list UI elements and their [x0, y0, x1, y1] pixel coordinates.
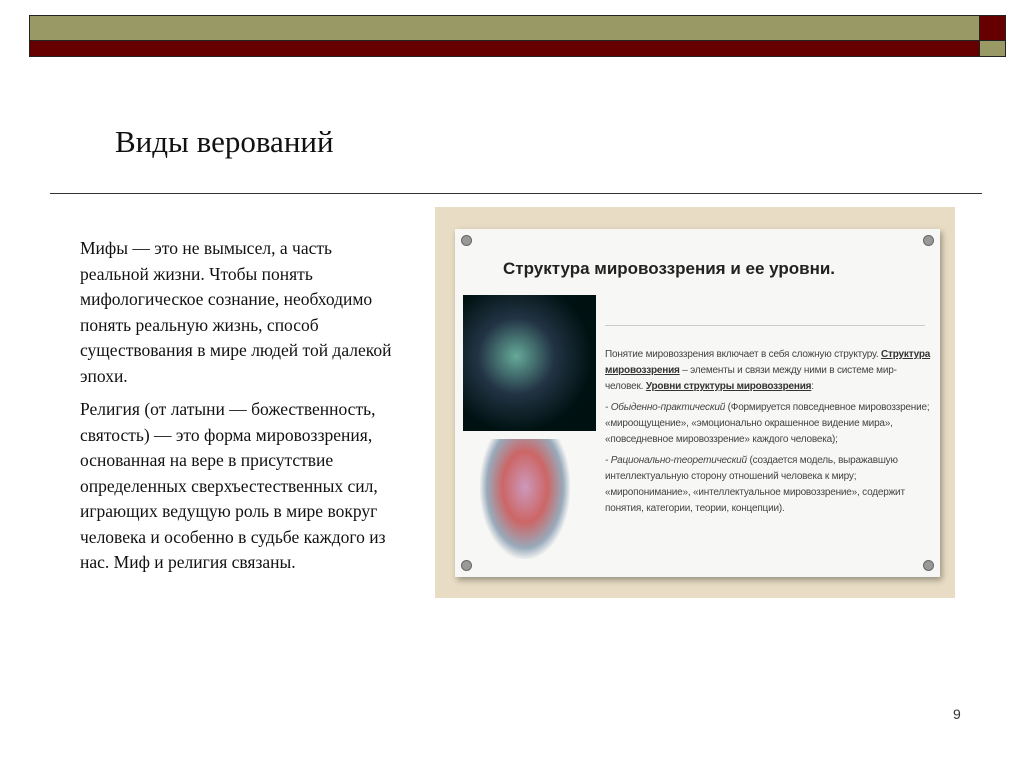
picture-text [605, 347, 933, 522]
structure-term: Структура мировоззрения [605, 349, 931, 376]
header-bar-maroon [29, 40, 980, 57]
pin-icon [461, 560, 472, 571]
pin-icon [461, 235, 472, 246]
title-divider [50, 193, 982, 194]
header-square-olive [979, 40, 1006, 57]
intro: Понятие мировоззрения включает в себя сложную структуру. [605, 349, 879, 360]
level2-desc: (создается модель, выражавшую интеллектуальную сторону отношений человека к миру; «миропонимание», «интеллектуальное мировоззрение», содержит понятия, категории, теории, концепции). [605, 455, 905, 514]
slide-body [80, 236, 400, 584]
faces-illustration [480, 439, 570, 559]
picture-title: Структура мировоззрения и ее уровни. [503, 259, 836, 278]
page-number: 9 [953, 706, 961, 722]
pin-icon [923, 235, 934, 246]
header-square-maroon [979, 15, 1006, 41]
structure-def: – элементы и связи между ними в системе мир-человек. [605, 365, 897, 392]
levels-term: Уровни структуры мировоззрения [645, 381, 812, 392]
level1-name: - Обыденно-практический [605, 402, 726, 413]
worldview-structure-image [435, 207, 955, 598]
level2-name: - Рационально-теоретический [605, 455, 747, 466]
header-bar-olive [29, 15, 980, 41]
picture-divider [605, 325, 925, 326]
levels-colon: : [811, 381, 814, 392]
board [455, 229, 940, 577]
paragraph-myths: Мифы — это не вымысел, а часть реальной жизни. Чтобы понять мифологическое сознание, необходимо понять реальную жизнь, способ существования в мире людей той далекой эпохи. [80, 238, 392, 386]
level1-desc: (Формируется повседневное мировоззрение; «мироощущение», «эмоционально окрашенное видение мира», «повседневное мировоззрение» каждого человека); [605, 402, 930, 445]
globe-face-illustration [463, 295, 596, 431]
pin-icon [923, 560, 934, 571]
paragraph-religion: Религия (от латыни — божественность, святость) — это форма мировоззрения, основанная на вере в присутствие определенных сверхъестественных сил, играющих ведущую роль в мире вокруг человека и особенно в судьбе каждого из нас. Миф и религия связаны. [80, 399, 386, 572]
slide-title: Виды верований [115, 124, 334, 159]
